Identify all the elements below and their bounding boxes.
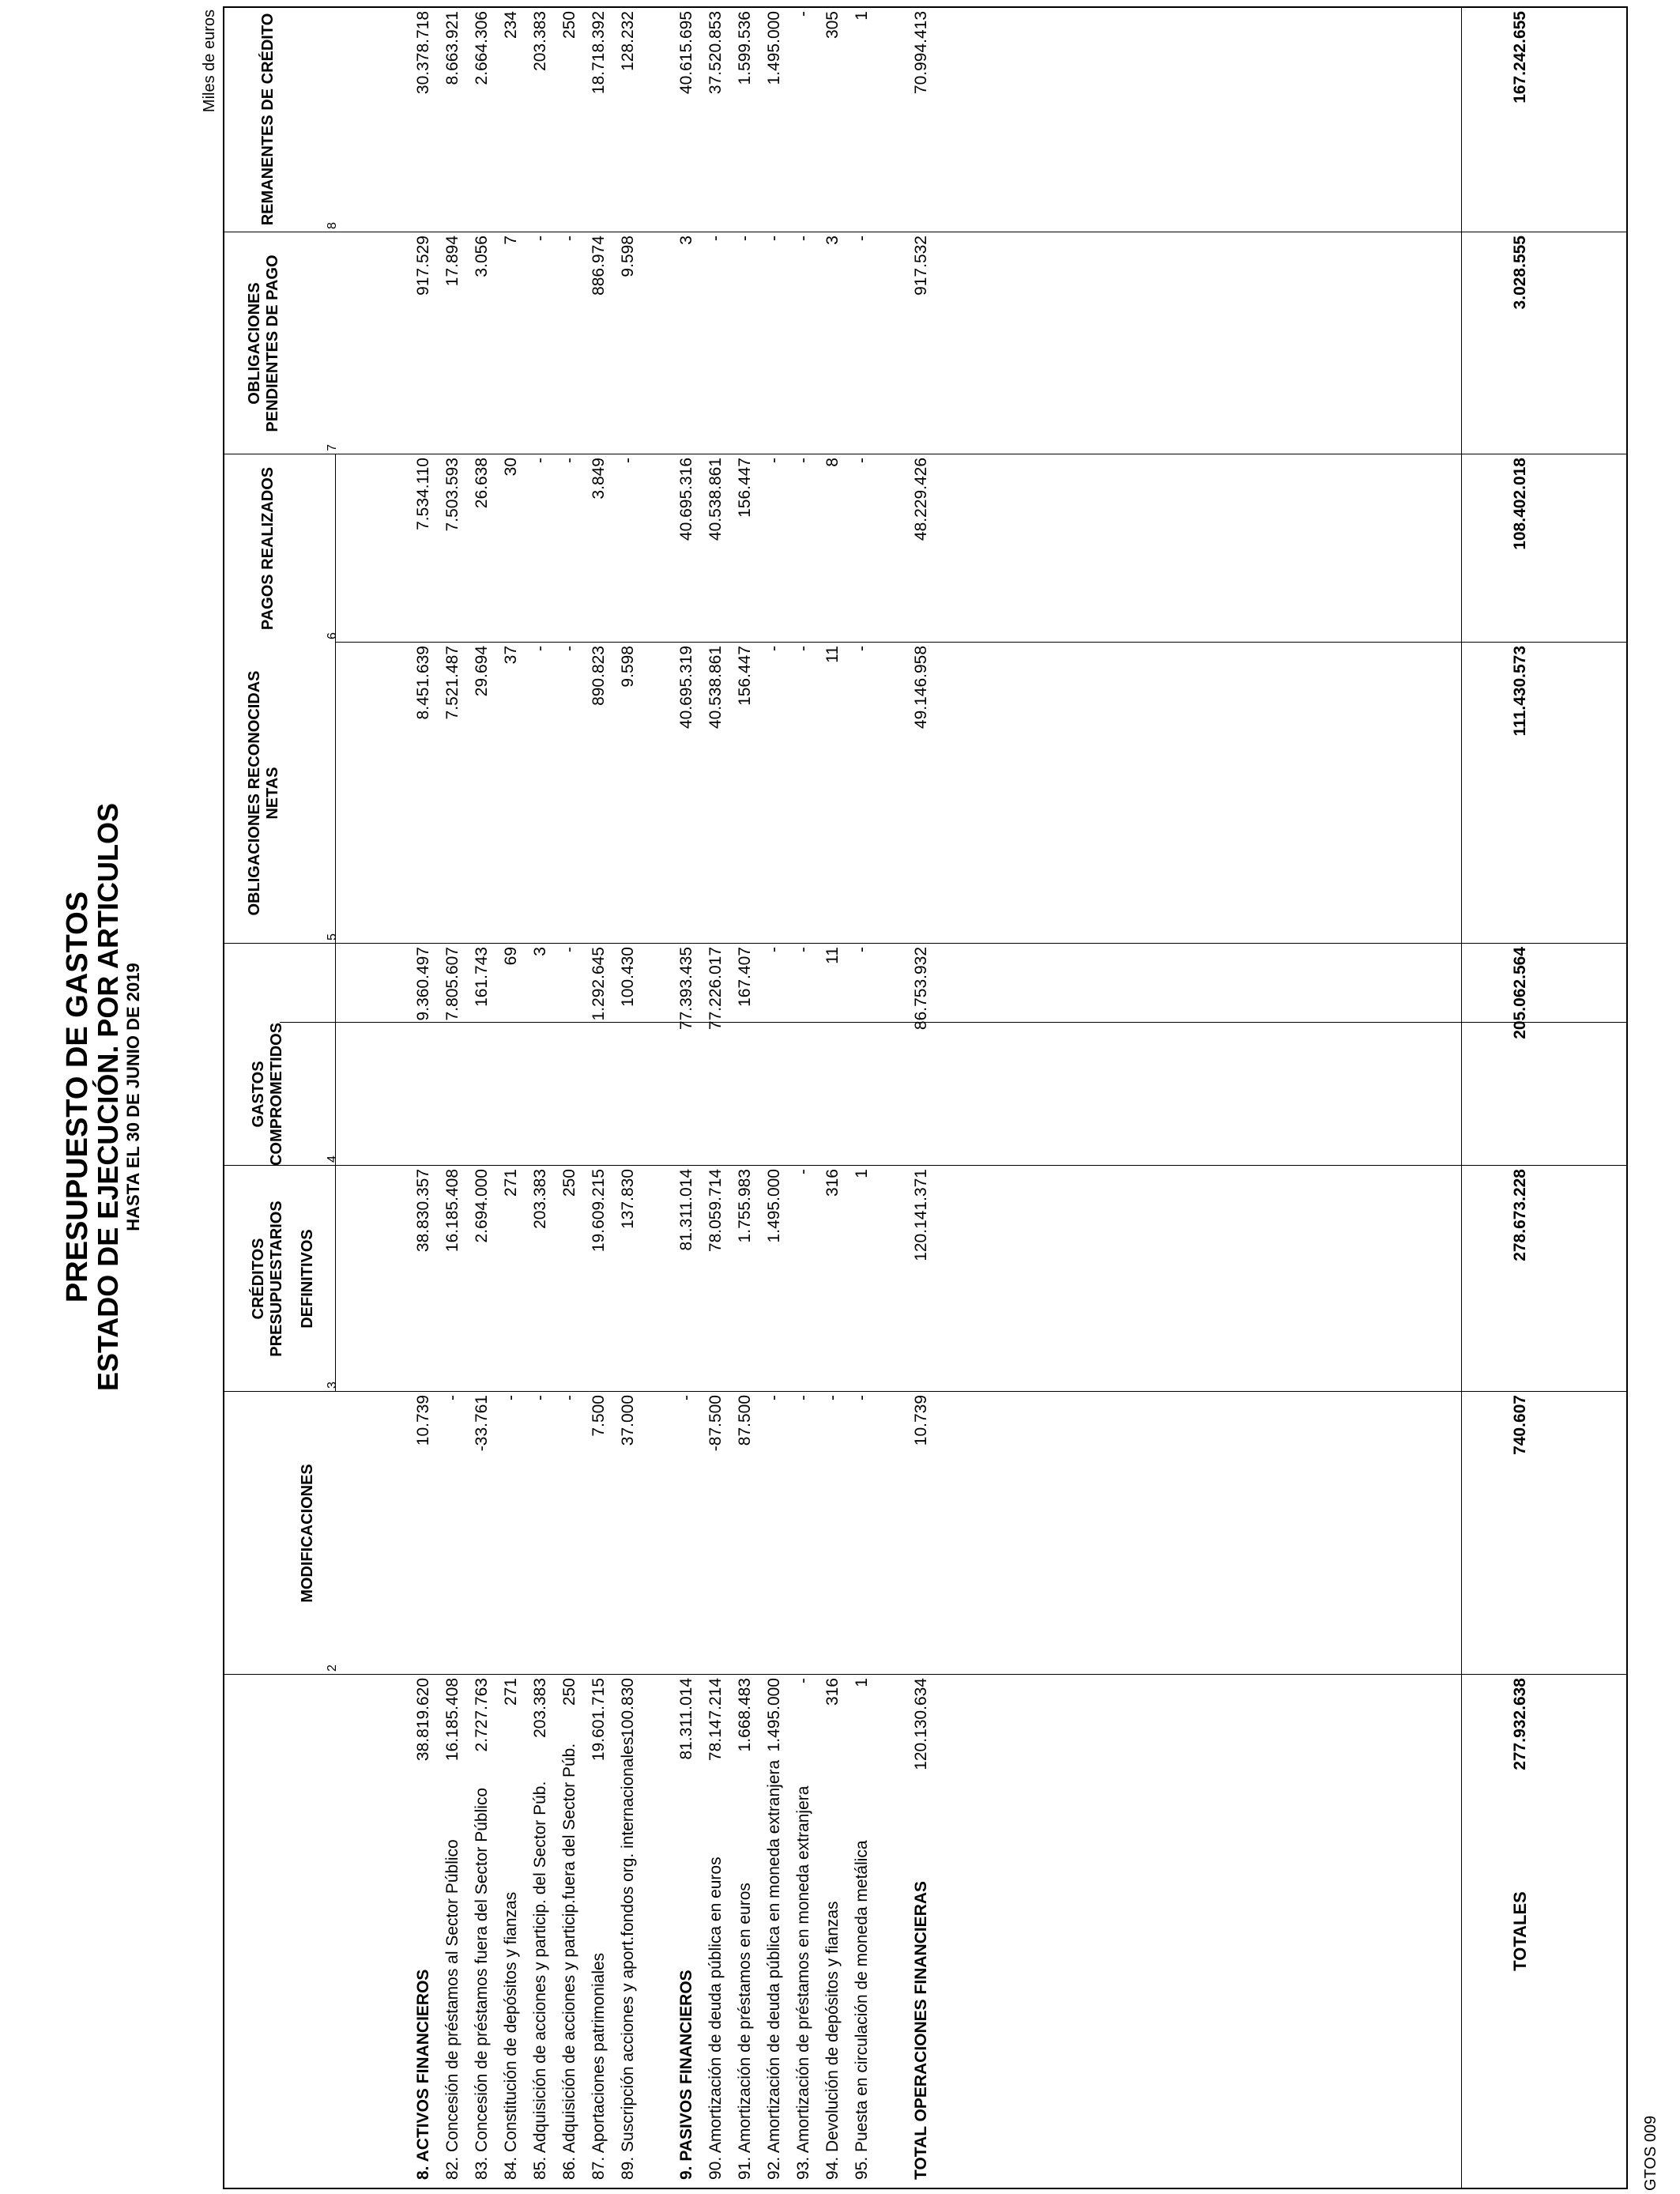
row-label-13: 94. Devolución de depósitos y fianzas [823, 1901, 842, 2180]
cell-r1-c7: 17.894 [443, 236, 461, 287]
cell-r1-c3: 16.185.408 [443, 1169, 461, 1253]
cell-r14-c6: - [853, 458, 871, 463]
cell-r7-c8: 128.232 [619, 11, 637, 71]
cell-r3-c2: - [502, 1395, 520, 1400]
cell-r8-c3: 81.311.014 [677, 1169, 695, 1251]
cell-r5-c2: - [560, 1395, 578, 1400]
header-remanentes: REMANENTES DE CRÉDITO [258, 13, 277, 226]
cell-r6-c5: 890.823 [590, 646, 608, 706]
cell-r9-c8: 37.520.853 [706, 11, 725, 95]
rule-creditos-group [335, 454, 336, 1392]
cell-r14-c2: - [853, 1395, 871, 1400]
colnum-6: 6 [326, 632, 339, 639]
cell-r10-c5: 156.447 [736, 646, 754, 706]
cell-r6-c2: 7.500 [590, 1395, 608, 1437]
cell-r12-c1: - [794, 1678, 812, 1683]
row-label-4: 85. Adquisición de acciones y particip. del Sector Púb. [531, 1781, 549, 2180]
cell-r7-c1: 100.830 [619, 1678, 637, 1738]
units-label: Miles de euros [201, 9, 218, 113]
row-label-12: 93. Amortización de préstamos en moneda extranjera [794, 1785, 812, 2180]
cell-r15-c6: 48.229.426 [912, 458, 930, 541]
cell-r9-c3: 78.059.714 [706, 1169, 725, 1253]
cell-r10-c1: 1.668.483 [736, 1678, 754, 1752]
cell-r8-c7: 3 [677, 236, 695, 245]
cell-r14-c5: - [853, 646, 871, 651]
cell-r0-c2: 10.739 [414, 1395, 432, 1446]
cell-r4-c1: 203.383 [531, 1678, 549, 1738]
cell-r2-c1: 2.727.763 [473, 1678, 491, 1752]
cell-r10-c2: 87.500 [736, 1395, 754, 1446]
cell-r10-c3: 1.755.983 [736, 1169, 754, 1243]
divider-obligaciones-end [224, 943, 1628, 944]
cell-r14-c7: - [853, 236, 871, 241]
row-label-10: 91. Amortización de préstamos en euros [736, 1883, 754, 2180]
cell-r4-c5: - [531, 646, 549, 651]
cell-r7-c6: - [619, 458, 637, 463]
divider-labels [224, 1674, 1628, 1675]
cell-r2-c8: 2.664.306 [473, 11, 491, 85]
cell-r13-c5: 11 [823, 646, 842, 663]
cell-r3-c5: 37 [502, 646, 520, 665]
cell-r9-c2: -87.500 [706, 1395, 725, 1452]
cell-r7-c4: 100.430 [619, 947, 637, 1007]
cell-r4-c7: - [531, 236, 549, 241]
cell-r5-c5: - [560, 646, 578, 651]
cell-r8-c1: 81.311.014 [677, 1678, 695, 1760]
cell-r8-c5: 40.695.319 [677, 646, 695, 729]
rule-totals [1461, 6, 1462, 2188]
row-label-14: 95. Puesta en circulación de moneda metálica [853, 1840, 871, 2180]
cell-r7-c2: 37.000 [619, 1395, 637, 1446]
row-label-2: 83. Concesión de préstamos fuera del Sector Público [473, 1787, 491, 2180]
row-label-0: 8. ACTIVOS FINANCIEROS [414, 1969, 432, 2180]
cell-r11-c3: 1.495.000 [765, 1169, 783, 1243]
cell-r13-c2: - [823, 1395, 842, 1400]
cell-r1-c4: 7.805.607 [443, 947, 461, 1021]
cell-r11-c6: - [765, 458, 783, 463]
cell-r2-c7: 3.056 [473, 236, 491, 277]
cell-r15-c7: 917.532 [912, 236, 930, 296]
cell-r12-c7: - [794, 236, 812, 241]
total-c3: 278.673.228 [1511, 1169, 1529, 1261]
cell-r2-c5: 29.694 [473, 646, 491, 697]
cell-r3-c1: 271 [502, 1678, 520, 1706]
cell-r12-c6: - [794, 458, 812, 463]
page-title: PRESUPUESTO DE GASTOS [61, 891, 94, 1303]
total-c1: 277.932.638 [1511, 1678, 1529, 1770]
budget-table [223, 6, 1628, 2189]
row-label-7: 89. Suscripción acciones y aport.fondos org. internacionales [619, 1736, 637, 2180]
footer-code: GTOS 009 [1642, 2115, 1659, 2191]
cell-r9-c4: 77.226.017 [706, 947, 725, 1031]
cell-r2-c4: 161.743 [473, 947, 491, 1007]
date-line: HASTA EL 30 DE JUNIO DE 2019 [123, 963, 143, 1231]
cell-r4-c4: 3 [531, 947, 549, 956]
cell-r1-c5: 7.521.487 [443, 646, 461, 720]
cell-r11-c4: - [765, 947, 783, 952]
cell-r5-c7: - [560, 236, 578, 241]
row-label-3: 84. Constitución de depósitos y fianzas [502, 1891, 520, 2180]
cell-r3-c4: 69 [502, 947, 520, 966]
page-subtitle: ESTADO DE EJECUCIÓN. POR ARTICULOS [92, 802, 124, 1392]
colnum-4: 4 [326, 1155, 339, 1163]
cell-r1-c2: - [443, 1395, 461, 1400]
cell-r11-c2: - [765, 1395, 783, 1400]
header-gastos: GASTOS COMPROMETIDOS [250, 1022, 285, 1167]
cell-r15-c5: 49.146.958 [912, 646, 930, 729]
cell-r2-c3: 2.694.000 [473, 1169, 491, 1243]
cell-r4-c8: 203.383 [531, 11, 549, 71]
cell-r12-c4: - [794, 947, 812, 952]
cell-r4-c3: 203.383 [531, 1169, 549, 1229]
cell-r3-c3: 271 [502, 1169, 520, 1197]
cell-r0-c4: 9.360.497 [414, 947, 432, 1021]
cell-r15-c2: 10.739 [912, 1395, 930, 1446]
cell-r12-c2: - [794, 1395, 812, 1400]
total-c4: 205.062.564 [1511, 947, 1529, 1039]
cell-r5-c3: 250 [560, 1169, 578, 1197]
cell-r14-c4: - [853, 947, 871, 952]
colnum-5: 5 [326, 933, 339, 941]
cell-r12-c3: - [794, 1169, 812, 1174]
cell-r8-c2: - [677, 1395, 695, 1400]
cell-r14-c8: 1 [853, 11, 871, 21]
cell-r1-c8: 8.663.921 [443, 11, 461, 85]
cell-r15-c3: 120.141.371 [912, 1169, 930, 1261]
total-c7: 3.028.555 [1511, 236, 1529, 310]
cell-r11-c5: - [765, 646, 783, 651]
cell-r0-c3: 38.830.357 [414, 1169, 432, 1253]
colnum-3: 3 [326, 1382, 339, 1389]
cell-r3-c8: 234 [502, 11, 520, 40]
cell-r4-c2: - [531, 1395, 549, 1400]
cell-r10-c4: 167.407 [736, 947, 754, 1007]
cell-r6-c7: 886.974 [590, 236, 608, 296]
cell-r10-c7: - [736, 236, 754, 241]
cell-r1-c1: 16.185.408 [443, 1678, 461, 1762]
cell-r13-c1: 316 [823, 1678, 842, 1706]
cell-r5-c6: - [560, 458, 578, 463]
row-label-11: 92. Amortización de deuda pública en moneda extranjera [765, 1759, 783, 2180]
cell-r13-c8: 305 [823, 11, 842, 40]
colnum-7: 7 [326, 444, 339, 451]
total-c8: 167.242.655 [1511, 11, 1529, 104]
cell-r2-c6: 26.638 [473, 458, 491, 509]
cell-r11-c8: 1.495.000 [765, 11, 783, 85]
header-pendientes: OBLIGACIONES PENDIENTES DE PAGO [246, 254, 281, 432]
cell-r1-c6: 7.503.593 [443, 458, 461, 532]
cell-r6-c6: 3.849 [590, 458, 608, 499]
cell-r14-c1: 1 [853, 1678, 871, 1687]
total-c6: 108.402.018 [1511, 458, 1529, 550]
cell-r8-c4: 77.393.435 [677, 947, 695, 1031]
cell-r7-c7: 9.598 [619, 236, 637, 277]
cell-r14-c3: 1 [853, 1169, 871, 1178]
cell-r10-c8: 1.599.536 [736, 11, 754, 85]
header-creditos-group: CRÉDITOS PRESUPUESTARIOS [250, 1201, 285, 1357]
cell-r13-c3: 316 [823, 1169, 842, 1197]
cell-r0-c1: 38.819.620 [414, 1678, 432, 1762]
cell-r8-c8: 40.615.695 [677, 11, 695, 95]
cell-r0-c5: 8.451.639 [414, 646, 432, 720]
row-label-8: 9. PASIVOS FINANCIEROS [677, 1970, 695, 2180]
row-label-1: 82. Concesión de préstamos al Sector Público [443, 1839, 461, 2180]
cell-r2-c2: -33.761 [473, 1395, 491, 1452]
cell-r13-c6: 8 [823, 458, 842, 467]
cell-r7-c5: 9.598 [619, 646, 637, 688]
colnum-8: 8 [326, 222, 339, 229]
cell-r9-c1: 78.147.214 [706, 1678, 725, 1762]
cell-r0-c6: 7.534.110 [414, 458, 432, 530]
cell-r12-c8: - [794, 11, 812, 17]
cell-r3-c7: 7 [502, 236, 520, 245]
cell-r6-c8: 18.718.392 [590, 11, 608, 95]
cell-r11-c7: - [765, 236, 783, 241]
total-c5: 111.430.573 [1511, 646, 1529, 737]
row-label-6: 87. Aportaciones patrimoniales [590, 1952, 608, 2180]
cell-r3-c6: 30 [502, 458, 520, 477]
divider-iniciales [335, 642, 1628, 643]
total-c2: 740.607 [1511, 1395, 1529, 1455]
cell-r5-c4: - [560, 947, 578, 952]
cell-r6-c3: 19.609.215 [590, 1169, 608, 1253]
cell-r4-c6: - [531, 458, 549, 463]
row-label-15: TOTAL OPERACIONES FINANCIERAS [912, 1880, 930, 2180]
cell-r11-c1: 1.495.000 [765, 1678, 783, 1752]
cell-r15-c1: 120.130.634 [912, 1678, 930, 1770]
cell-r10-c6: 156.447 [736, 458, 754, 518]
cell-r7-c3: 137.830 [619, 1169, 637, 1229]
cell-r8-c6: 40.695.316 [677, 458, 695, 541]
colnum-2: 2 [326, 1664, 339, 1672]
cell-r9-c7: - [706, 236, 725, 241]
header-definitivos: DEFINITIVOS [298, 1229, 316, 1329]
cell-r5-c8: 250 [560, 11, 578, 40]
cell-r0-c8: 30.378.718 [414, 11, 432, 95]
cell-r9-c6: 40.538.861 [706, 458, 725, 541]
totals-label: TOTALES [1510, 1891, 1530, 1971]
header-pagos: PAGOS REALIZADOS [258, 466, 277, 631]
cell-r9-c5: 40.538.861 [706, 646, 725, 729]
cell-r5-c1: 250 [560, 1678, 578, 1706]
cell-r13-c7: 3 [823, 236, 842, 245]
cell-r6-c4: 1.292.645 [590, 947, 608, 1021]
header-modificaciones: MODIFICACIONES [298, 1464, 316, 1603]
header-obligaciones: OBLIGACIONES RECONOCIDAS NETAS [246, 670, 281, 916]
row-label-5: 86. Adquisición de acciones y particip.fuera del Sector Púb. [560, 1743, 578, 2180]
cell-r15-c8: 70.994.413 [912, 11, 930, 95]
cell-r13-c4: 11 [823, 947, 842, 964]
row-label-9: 90. Amortización de deuda pública en euros [706, 1857, 725, 2180]
cell-r0-c7: 917.529 [414, 236, 432, 296]
cell-r15-c4: 86.753.932 [912, 947, 930, 1031]
cell-r6-c1: 19.601.715 [590, 1678, 608, 1762]
cell-r12-c5: - [794, 646, 812, 651]
